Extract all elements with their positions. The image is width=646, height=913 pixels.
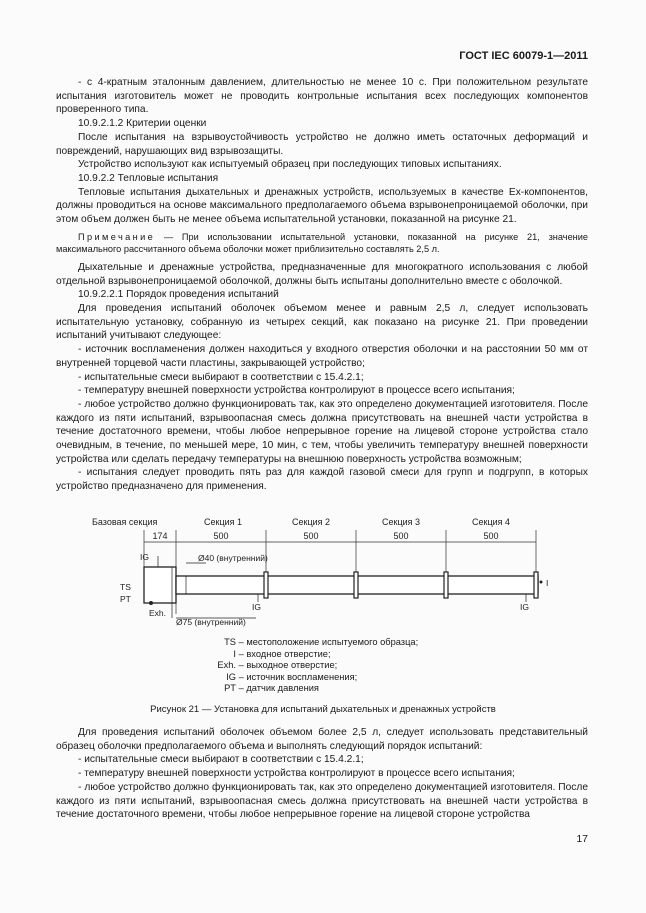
ig-tag: IG [252, 602, 261, 612]
flange [444, 572, 448, 598]
paragraph: Для проведения испытаний оболочек объемом менее и равным 2,5 л, следует использовать испытательную установку, собранную из четырех секций, как показано на рисунке 21. При проведении испытаний учитывают следующее: [56, 303, 588, 342]
list-item: - источник воспламенения должен находиться у входного отверстия оболочки и на расстоянии 50 мм от внутренней торцевой части пластины, закрывающей устройство; [56, 344, 588, 369]
list-item: - любое устройство должно функционировать так, как это определено документацией изготовителя. После каждого из пяти испытаний, взрывоопасная смесь должна присутствовать на внешней части устройства в течение достаточного времени, чтобы любое непрерывное горение на лицевой стороне устройства [56, 781, 588, 821]
figure-legend [170, 637, 418, 695]
paragraph: Для проведения испытаний оболочек объемом более 2,5 л, следует использовать представительный образец оболочки предполагаемого объема и выполнять следующий порядок испытаний: [56, 727, 588, 752]
list-item: - температуру внешней поверхности устройства контролируют в процессе всего испытания; [78, 768, 515, 780]
section-label-3: Секция 3 [382, 517, 421, 527]
clause-heading: 10.9.2.1.2 Критерии оценки [78, 118, 207, 130]
paragraph: Тепловые испытания дыхательных и дренажных устройств, используемых в качестве Ex-компонентов, должны проводиться на основе максимального предполагаемого объема взрывонепроницаемой оболочки, при этом объем должен быть не менее объема испытательной установки, показанной на рисунке 21. [56, 186, 588, 226]
section-label-1: Секция 1 [204, 517, 243, 527]
figure-caption: Рисунок 21 — Установка для испытаний дыхательных и дренажных устройств [150, 704, 496, 715]
legend-row: Exh. – выходное отверстие; [217, 660, 338, 671]
dim-section-2: 500 [303, 531, 319, 541]
ig-tag: IG [140, 552, 149, 562]
base-chamber [144, 567, 176, 603]
list-item: - любое устройство должно функционировать так, как это определено документацией изготовителя. После каждого из пяти испытаний, взрывоопасная смесь должна присутствовать на внешней части устройства в течение достаточного времени, чтобы любое непрерывное горение на лицевой стороне устройства стало очевидным, в течение, по меньшей мере, 10 мин, с тем, чтобы увеличить температуру внешней поверхности устройства или сделать передачу температуры на внешнюю поверхность устройства возможным; [56, 398, 588, 465]
paragraph: После испытания на взрывоустойчивость устройство не должно иметь остаточных деформаций и повреждений, нарушающих вид взрывозащиты. [56, 131, 588, 157]
paragraph: - с 4-кратным эталонным давлением, длительностью не менее 10 с. При положительном результате испытания изготовитель может не проводить контрольные испытания всех последующих компонентов проверенного типа. [56, 77, 588, 116]
paragraph: Дыхательные и дренажные устройства, предназначенные для многократного использования с любой отдельной взрывонепроницаемой оболочкой, должны быть испытаны дополнительно вместе с оболочкой. [56, 261, 588, 287]
page-number: 17 [576, 833, 588, 845]
ig-tag: IG [520, 602, 529, 612]
clause-heading: 10.9.2.2.1 Порядок проведения испытаний [78, 289, 279, 301]
list-item: - температуру внешней поверхности устройства контролируют в процессе всего испытания; [78, 385, 515, 397]
standard-header: ГОСТ IEC 60079-1—2011 [459, 50, 588, 62]
clause-heading: 10.9.2.2 Тепловые испытания [78, 172, 219, 184]
dim-section-3: 500 [393, 531, 409, 541]
legend-row: TS – местоположение испытуемого образца; [224, 637, 419, 647]
inlet-port [540, 581, 543, 584]
flange [354, 572, 358, 598]
note-text: — При использовании испытательной установки, показанной на рисунке 21, значение максимального рассчитанного объема оболочки может приблизительно составлять 2,5 л. [56, 231, 588, 255]
legend-row: IG – источник воспламенения; [226, 671, 358, 682]
inlet-tag: I [546, 578, 549, 588]
ts-tag: TS [120, 582, 131, 592]
text-block-top [56, 76, 588, 494]
text-block-bottom [56, 726, 588, 822]
list-item: - испытания следует проводить пять раз для каждой газовой смеси для групп и подгрупп, в которых устройство предназначено для применения. [56, 467, 588, 493]
dim-section-1: 500 [213, 531, 229, 541]
section-label-2: Секция 2 [292, 517, 331, 527]
note-label: Примечание [78, 231, 156, 242]
note [56, 231, 588, 256]
list-item: - испытательные смеси выбирают в соответствии с 15.4.2.1; [78, 371, 364, 383]
flange [264, 572, 268, 598]
exhaust-port [149, 601, 153, 605]
section-label-base: Базовая секция [92, 517, 158, 527]
dim-section-4: 500 [483, 531, 499, 541]
section-label-4: Секция 4 [472, 517, 511, 527]
exh-tag: Exh. [149, 608, 167, 618]
dim-base: 174 [152, 531, 168, 541]
test-setup-diagram [56, 514, 588, 644]
paragraph: Устройство используют как испытуемый образец при последующих типовых испытаниях. [78, 159, 502, 171]
list-item: - испытательные смеси выбирают в соответствии с 15.4.2.1; [78, 754, 364, 766]
pt-tag: PT [120, 594, 131, 604]
inner-diameter-label: Ø40 (внутренний) [198, 553, 268, 563]
legend-row: PT – датчик давления [224, 683, 319, 694]
legend-row: I – входное отверстие; [233, 648, 331, 659]
flange [534, 572, 538, 598]
outer-diameter-label: Ø75 (внутренний) [176, 617, 246, 627]
